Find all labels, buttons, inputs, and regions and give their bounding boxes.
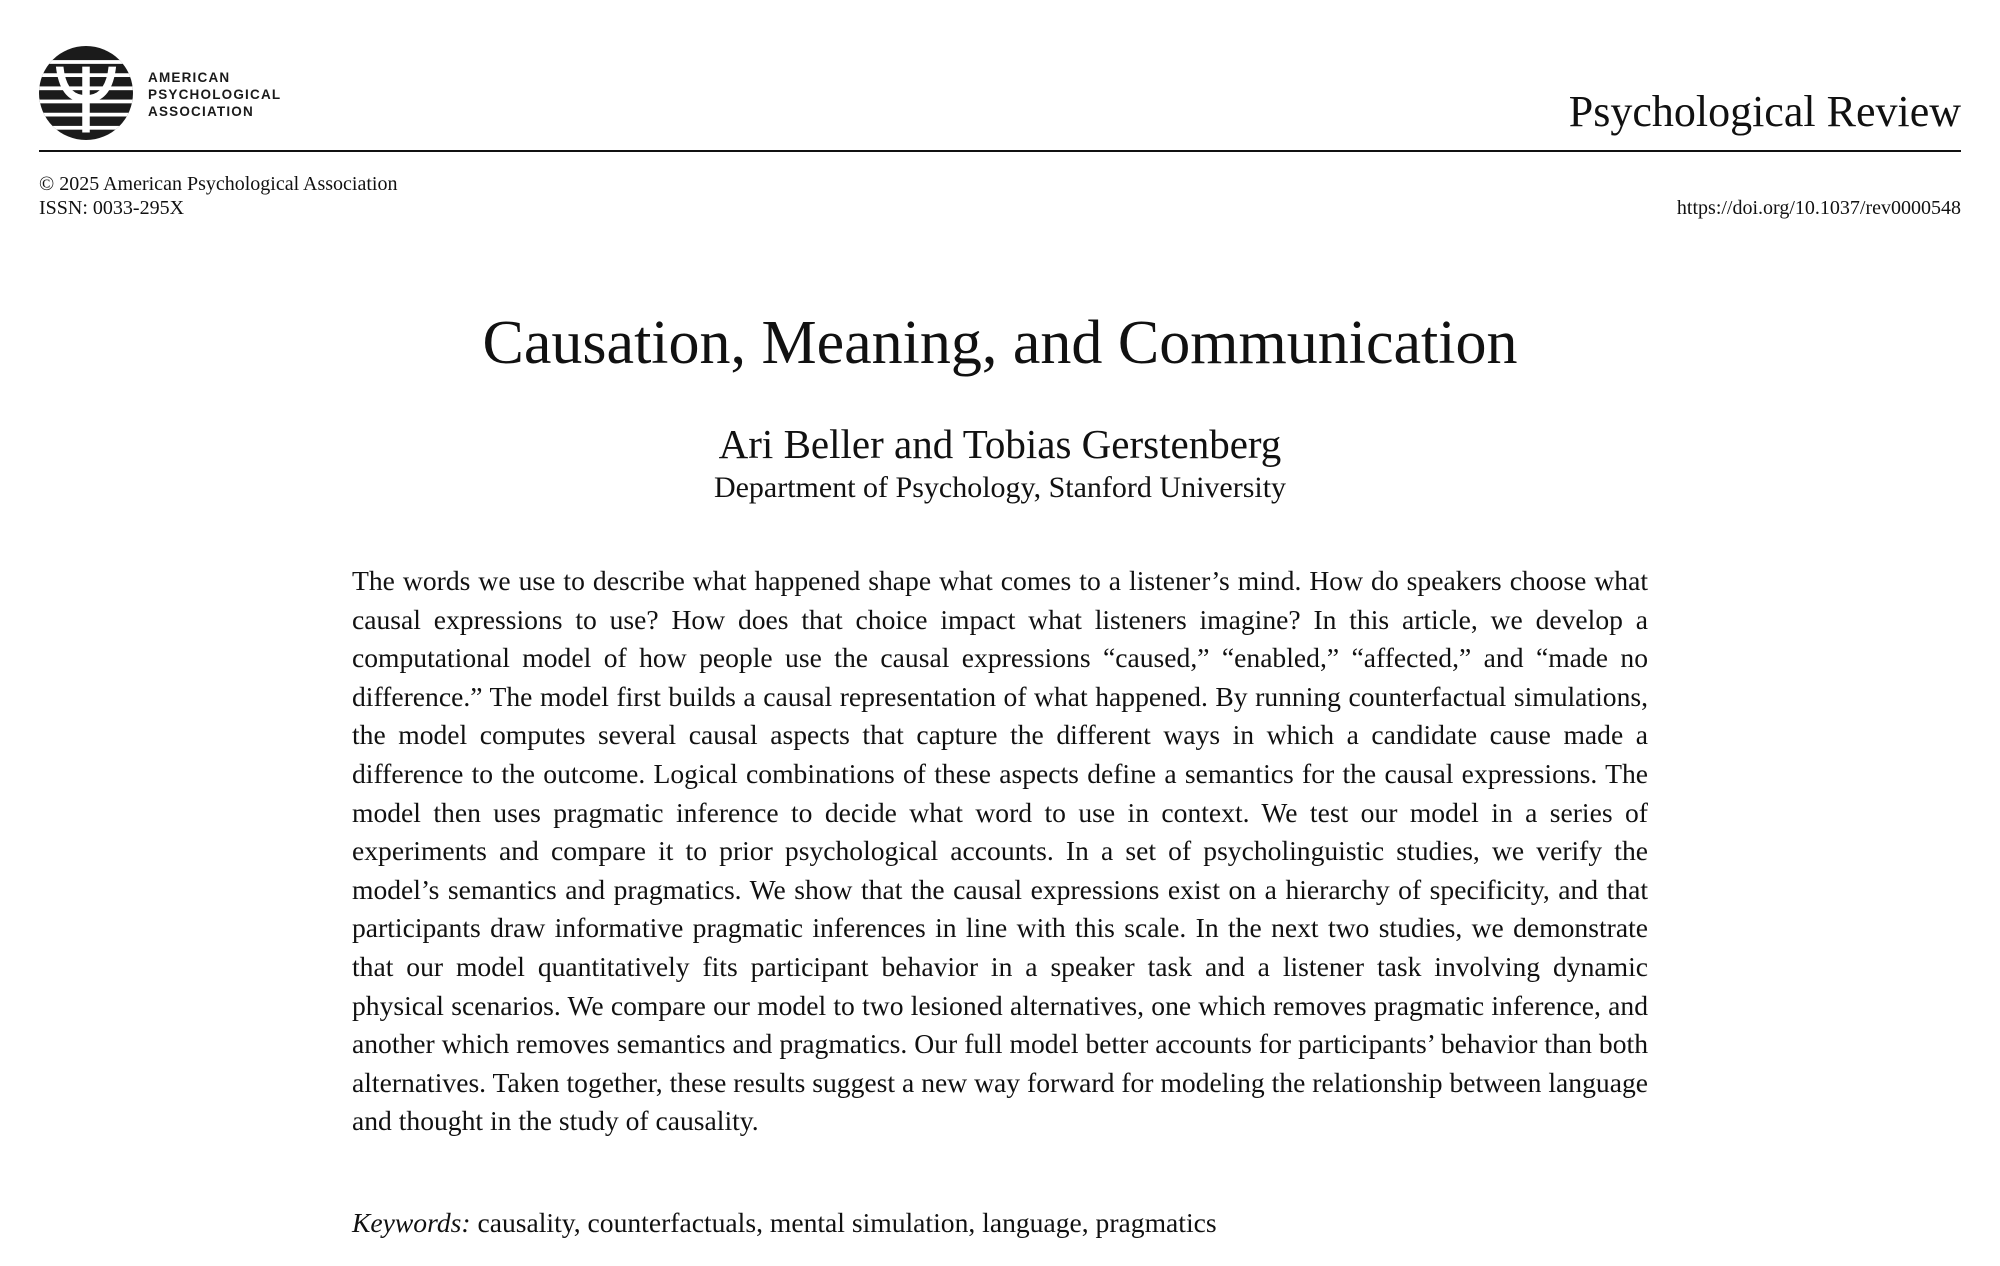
header-divider — [39, 150, 1961, 152]
authors: Ari Beller and Tobias Gerstenberg — [718, 421, 1282, 467]
org-name-line: ASSOCIATION — [148, 104, 254, 119]
copyright-block — [39, 172, 397, 220]
article-title: Causation, Meaning, and Communication — [482, 309, 1518, 377]
journal-title: Psychological Review — [1568, 87, 1961, 136]
abstract: The words we use to describe what happened shape what comes to a listener’s mind. How do speakers choose what causal expressions to use? How does that choice impact what listeners imagine? In this article, we develop a computational model of how people use the causal expressions “caused,” “enabled,” “affected,” and “made no difference.” The model first builds a causal representation of what happened. By running counterfactual simulations, the model computes several causal aspects that capture the different ways in which a candidate cause made a difference to the outcome. Logical combinations of these aspects define a semantics for the causal expressions. The model then uses pragmatic inference to decide what word to use in context. We test our model in a series of experiments and compare it to prior psychological accounts. In a set of psycholinguistic studies, we verify the model’s semantics and pragmatics. We show that the causal expressions exist on a hierarchy of specificity, and that participants draw informative pragmatic inferences in line with this scale. In the next two studies, we demonstrate that our model quantitatively fits participant behavior in a speaker task and a listener task involving dynamic physical scenarios. We compare our model to two lesioned alternatives, one which removes pragmatic inference, and another which removes semantics and pragmatics. Our full model better accounts for participants’ behavior than both alternatives. Taken together, these results suggest a new way forward for modeling the relationship between language and thought in the study of causality. — [352, 565, 1648, 1137]
org-name-line: AMERICAN — [148, 70, 231, 85]
issn: ISSN: 0033-295X — [39, 197, 185, 219]
keywords — [352, 1204, 1648, 1242]
copyright-notice: © 2025 American Psychological Association — [39, 173, 398, 195]
keywords-label: Keywords: — [352, 1207, 471, 1238]
org-name — [148, 69, 281, 120]
keywords-list: causality, counterfactuals, mental simulation, language, pragmatics — [477, 1207, 1217, 1238]
apa-psi-logo-icon — [39, 46, 133, 140]
org-name-line: PSYCHOLOGICAL — [148, 87, 282, 102]
affiliation: Department of Psychology, Stanford University — [713, 471, 1287, 504]
doi-link[interactable]: https://doi.org/10.1037/rev0000548 — [1676, 197, 1961, 219]
